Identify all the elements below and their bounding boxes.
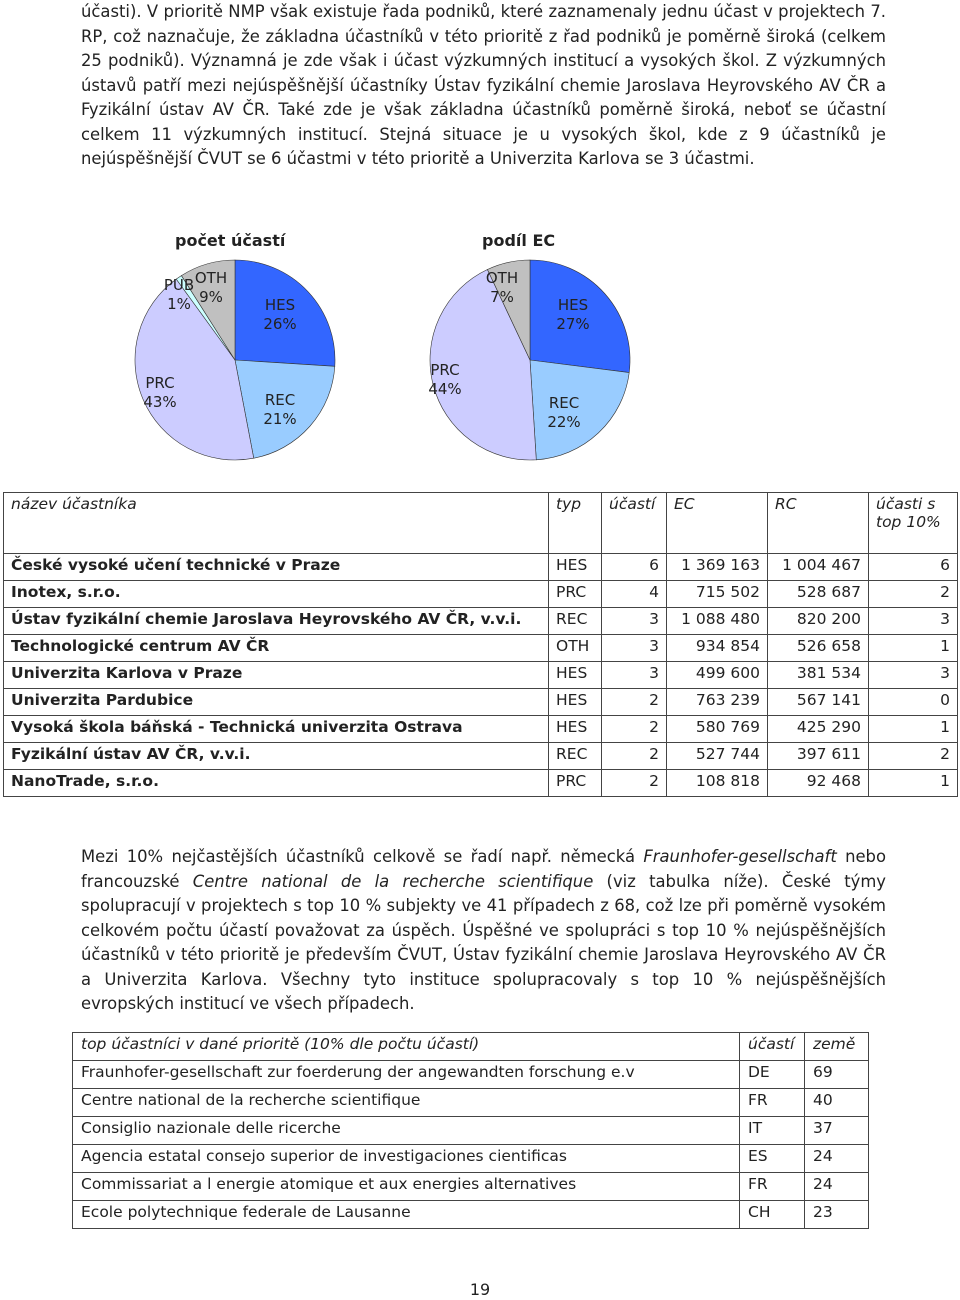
slice-label-prc: PRC	[430, 361, 460, 379]
top-participants-table	[72, 1032, 869, 1229]
slice-percent-oth: 7%	[490, 288, 514, 306]
cell-top10: 1	[869, 770, 958, 797]
table-row	[73, 1117, 869, 1145]
header-ec: EC	[667, 493, 768, 554]
cell-top10: 3	[869, 608, 958, 635]
cell-rc: 397 611	[768, 743, 869, 770]
cell-nazev: Ústav fyzikální chemie Jaroslava Heyrovského AV ČR, v.v.i.	[4, 608, 549, 635]
cell-typ: PRC	[549, 770, 602, 797]
cell-nazev: Univerzita Pardubice	[4, 689, 549, 716]
table-row	[4, 662, 958, 689]
cell-nazev: NanoTrade, s.r.o.	[4, 770, 549, 797]
cell-ec: 934 854	[667, 635, 768, 662]
cell-typ: PRC	[549, 581, 602, 608]
cell-nazev: Technologické centrum AV ČR	[4, 635, 549, 662]
top-header-ucasti: účastí	[740, 1033, 805, 1061]
cell-typ: HES	[549, 689, 602, 716]
cell-count: 23	[805, 1201, 869, 1229]
cell-nazev: Fyzikální ústav AV ČR, v.v.i.	[4, 743, 549, 770]
header-nazev: název účastníka	[4, 493, 549, 554]
cell-nazev: Univerzita Karlova v Praze	[4, 662, 549, 689]
cell-count: 69	[805, 1061, 869, 1089]
cell-count: 37	[805, 1117, 869, 1145]
cell-name: Fraunhofer-gesellschaft zur foerderung der angewandten forschung e.v	[73, 1061, 740, 1089]
top-header-zeme: země	[805, 1033, 869, 1061]
participants-header-row	[4, 493, 958, 554]
cell-nazev: Vysoká škola báňská - Technická univerzita Ostrava	[4, 716, 549, 743]
slice-percent-rec: 22%	[547, 413, 581, 431]
cell-country: DE	[740, 1061, 805, 1089]
cell-country: FR	[740, 1089, 805, 1117]
cell-count: 24	[805, 1145, 869, 1173]
cell-ucasti: 3	[602, 662, 667, 689]
cell-ec: 499 600	[667, 662, 768, 689]
cell-rc: 820 200	[768, 608, 869, 635]
slice-percent-rec: 21%	[263, 410, 297, 428]
pie-chart-ucasti	[100, 255, 380, 470]
cell-ucasti: 6	[602, 554, 667, 581]
table-row	[4, 554, 958, 581]
slice-label-hes: HES	[264, 296, 296, 314]
cell-ucasti: 2	[602, 716, 667, 743]
second-paragraph	[81, 845, 886, 1017]
slice-label-oth: OTH	[485, 269, 519, 287]
cell-rc: 425 290	[768, 716, 869, 743]
header-ucasti: účastí	[602, 493, 667, 554]
cell-name: Commissariat a l energie atomique et aux energies alternatives	[73, 1173, 740, 1201]
cell-rc: 526 658	[768, 635, 869, 662]
table-row	[4, 689, 958, 716]
cell-ec: 580 769	[667, 716, 768, 743]
cell-typ: HES	[549, 662, 602, 689]
cell-ec: 715 502	[667, 581, 768, 608]
cell-ucasti: 2	[602, 770, 667, 797]
cell-country: IT	[740, 1117, 805, 1145]
top-header-name: top účastníci v dané prioritě (10% dle počtu účastí)	[73, 1033, 740, 1061]
cell-typ: REC	[549, 608, 602, 635]
table-row	[4, 581, 958, 608]
table-row	[4, 608, 958, 635]
cell-ucasti: 2	[602, 689, 667, 716]
cell-top10: 0	[869, 689, 958, 716]
cell-rc: 567 141	[768, 689, 869, 716]
header-rc: RC	[768, 493, 869, 554]
cell-typ: HES	[549, 554, 602, 581]
cell-typ: HES	[549, 716, 602, 743]
slice-percent-prc: 43%	[143, 393, 177, 411]
slice-percent-hes: 26%	[263, 315, 297, 333]
header-typ: typ	[549, 493, 602, 554]
chart2-title: podíl EC	[482, 231, 556, 250]
cell-ec: 763 239	[667, 689, 768, 716]
slice-label-prc: PRC	[145, 374, 175, 392]
second-text-italic2: Centre national de la recherche scientifique	[192, 871, 594, 891]
table-row	[73, 1061, 869, 1089]
second-text	[81, 845, 886, 1017]
cell-country: FR	[740, 1173, 805, 1201]
slice-label-rec: REC	[548, 394, 580, 412]
table-row	[73, 1145, 869, 1173]
pie-chart-ec	[395, 255, 665, 470]
cell-country: CH	[740, 1201, 805, 1229]
table-row	[4, 770, 958, 797]
table-row	[4, 716, 958, 743]
cell-count: 24	[805, 1173, 869, 1201]
second-text-part1: Mezi 10% nejčastějších účastníků celkově se řadí např. německá	[81, 847, 644, 866]
cell-top10: 6	[869, 554, 958, 581]
cell-ec: 1 369 163	[667, 554, 768, 581]
cell-rc: 92 468	[768, 770, 869, 797]
cell-top10: 2	[869, 581, 958, 608]
cell-name: Centre national de la recherche scientifique	[73, 1089, 740, 1117]
cell-ucasti: 3	[602, 608, 667, 635]
table-row	[73, 1173, 869, 1201]
intro-paragraph	[81, 0, 886, 172]
slice-percent-pub: 1%	[167, 295, 191, 313]
cell-nazev: Inotex, s.r.o.	[4, 581, 549, 608]
cell-name: Consiglio nazionale delle ricerche	[73, 1117, 740, 1145]
pie-slice-rec	[530, 360, 629, 460]
slice-percent-oth: 9%	[199, 288, 223, 306]
slice-percent-prc: 44%	[428, 380, 462, 398]
table-row	[73, 1089, 869, 1117]
cell-rc: 528 687	[768, 581, 869, 608]
second-text-part2: nebo francouzské	[81, 847, 886, 891]
cell-nazev: České vysoké učení technické v Praze	[4, 554, 549, 581]
top-header-row	[73, 1033, 869, 1061]
page-number: 19	[469, 1280, 491, 1299]
header-top10: účasti s top 10%	[869, 493, 958, 554]
cell-top10: 3	[869, 662, 958, 689]
cell-ec: 108 818	[667, 770, 768, 797]
cell-ec: 527 744	[667, 743, 768, 770]
cell-count: 40	[805, 1089, 869, 1117]
table-row	[73, 1201, 869, 1229]
slice-label-oth: OTH	[194, 269, 228, 287]
slice-label-pub: PUB	[163, 276, 195, 294]
cell-typ: OTH	[549, 635, 602, 662]
cell-name: Agencia estatal consejo superior de investigaciones cientificas	[73, 1145, 740, 1173]
cell-name: Ecole polytechnique federale de Lausanne	[73, 1201, 740, 1229]
cell-rc: 381 534	[768, 662, 869, 689]
second-text-italic1: Fraunhofer-gesellschaft	[643, 847, 837, 866]
participants-table	[3, 492, 958, 797]
table-row	[4, 635, 958, 662]
cell-ucasti: 2	[602, 743, 667, 770]
slice-label-rec: REC	[264, 391, 296, 409]
second-text-part3: (viz tabulka níže). České týmy spolupracují v projektech s top 10 % subjekty ve 41 případech z 68, což lze při poměrně vysokém celkovém počtu účastí považovat za úspěch. Úspěšné ve spolupráci s top 10 % nejúspěšnějších účastníků v této prioritě je především ČVUT, Ústav fyzikální chemie Jaroslava Heyrovského AV ČR a Univerzita Karlova. Všechny tyto instituce spolupracovaly s top 10 % nejúspěšnějších evropských institucí ve všech případech.	[81, 871, 886, 1013]
cell-ec: 1 088 480	[667, 608, 768, 635]
cell-top10: 1	[869, 716, 958, 743]
cell-top10: 1	[869, 635, 958, 662]
cell-country: ES	[740, 1145, 805, 1173]
cell-ucasti: 4	[602, 581, 667, 608]
cell-ucasti: 3	[602, 635, 667, 662]
cell-top10: 2	[869, 743, 958, 770]
slice-percent-hes: 27%	[556, 315, 590, 333]
table-row	[4, 743, 958, 770]
cell-typ: REC	[549, 743, 602, 770]
intro-text: účasti). V prioritě NMP však existuje řada podniků, které zaznamenaly jednu účast v projektech 7. RP, což naznačuje, že základna účastníků v této prioritě z řad podniků je poměrně široká (celkem 25 podniků). Významná je zde však i účast výzkumných institucí a vysokých škol. Z výzkumných ústavů patří mezi nejúspěšnější účastníky Ústav fyzikální chemie Jaroslava Heyrovského AV ČR a Fyzikální ústav AV ČR. Také zde je však základna účastníků poměrně široká, neboť se účastní celkem 11 výzkumných institucí. Stejná situace je u vysokých škol, kde z 9 účastníků je nejúspěšnější ČVUT se 6 účastmi v této prioritě a Univerzita Karlova se 3 účastmi.	[81, 2, 886, 168]
cell-rc: 1 004 467	[768, 554, 869, 581]
chart1-title: počet účastí	[175, 231, 286, 250]
slice-label-hes: HES	[557, 296, 589, 314]
